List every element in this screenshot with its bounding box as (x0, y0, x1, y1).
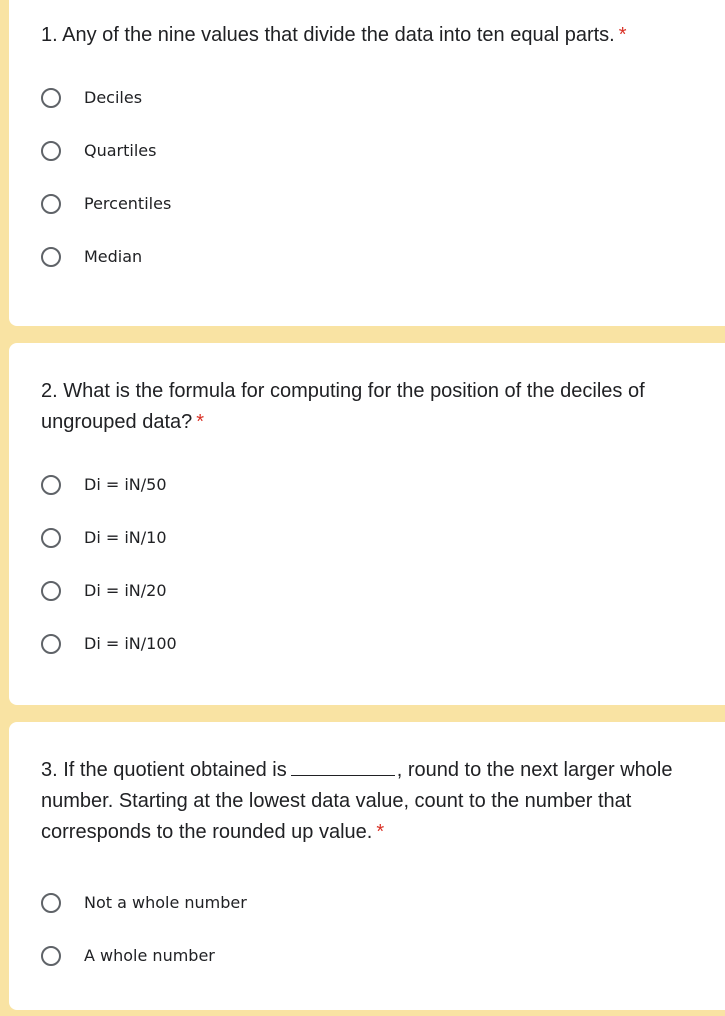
option-label: Di = iN/100 (84, 634, 177, 653)
radio-option-not-whole[interactable] (41, 876, 703, 929)
required-asterisk: * (376, 821, 385, 843)
option-label: Median (84, 247, 143, 266)
option-label: Di = iN/20 (84, 581, 167, 600)
option-label: Not a whole number (84, 893, 247, 912)
fill-in-blank-line (291, 757, 395, 776)
radio-button[interactable] (41, 141, 61, 161)
option-label: Deciles (84, 88, 143, 107)
question-text-before-blank: 3. If the quotient obtained is (41, 759, 287, 781)
radio-group (41, 458, 703, 670)
required-asterisk: * (618, 24, 627, 46)
radio-button[interactable] (41, 475, 61, 495)
radio-group (41, 876, 703, 982)
option-label: Percentiles (84, 194, 172, 213)
question-text-after-blank: , round to the next larger whole number. Starting at the lowest data value, count to the number that corresponds to the rounded up value. (41, 759, 673, 843)
radio-button[interactable] (41, 893, 61, 913)
question-text: 1. Any of the nine values that divide the data into ten equal parts. (41, 24, 615, 46)
question-title (41, 722, 703, 848)
option-label: A whole number (84, 946, 215, 965)
radio-button[interactable] (41, 247, 61, 267)
radio-option-quartiles[interactable] (41, 124, 703, 177)
radio-button[interactable] (41, 88, 61, 108)
question-card-1 (9, 0, 725, 326)
option-label: Di = iN/10 (84, 528, 167, 547)
radio-option-3[interactable] (41, 564, 703, 617)
radio-button[interactable] (41, 634, 61, 654)
radio-option-whole[interactable] (41, 929, 703, 982)
option-label: Di = iN/50 (84, 475, 167, 494)
radio-option-1[interactable] (41, 458, 703, 511)
question-title (41, 0, 703, 51)
radio-option-2[interactable] (41, 511, 703, 564)
question-text: 2. What is the formula for computing for the position of the deciles of ungrouped data? (41, 380, 645, 433)
radio-option-median[interactable] (41, 230, 703, 283)
radio-option-4[interactable] (41, 617, 703, 670)
radio-button[interactable] (41, 581, 61, 601)
radio-button[interactable] (41, 194, 61, 214)
question-card-3 (9, 722, 725, 1010)
radio-group (41, 71, 703, 283)
radio-option-deciles[interactable] (41, 71, 703, 124)
radio-button[interactable] (41, 528, 61, 548)
radio-option-percentiles[interactable] (41, 177, 703, 230)
question-title (41, 343, 703, 438)
question-card-2 (9, 343, 725, 705)
radio-button[interactable] (41, 946, 61, 966)
option-label: Quartiles (84, 141, 157, 160)
required-asterisk: * (196, 411, 205, 433)
